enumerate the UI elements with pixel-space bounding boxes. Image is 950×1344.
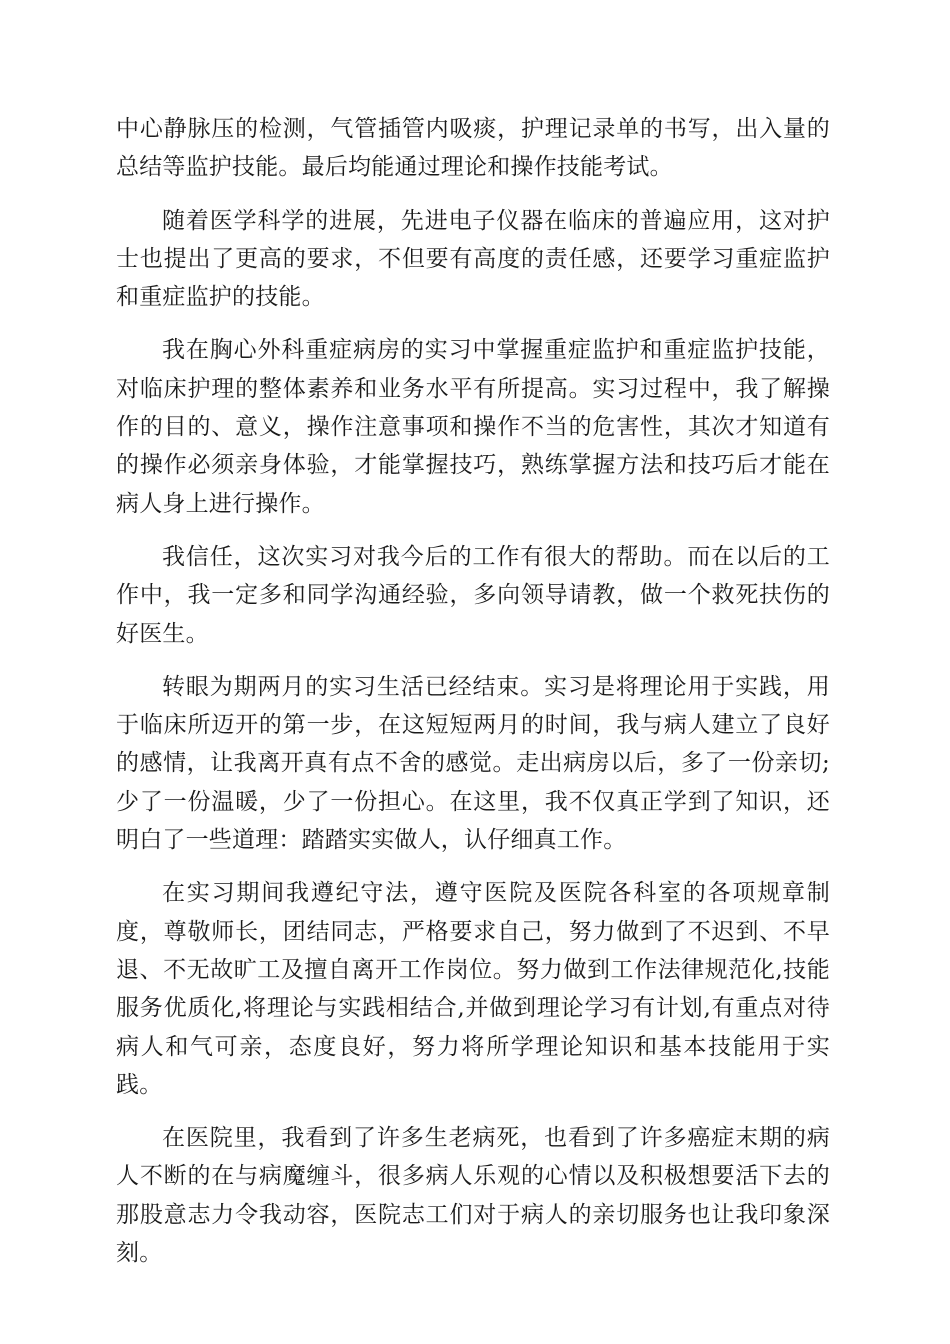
paragraph-1: 中心静脉压的检测，气管插管内吸痰，护理记录单的书写，出入量的总结等监护技能。最后均能通过理论和操作技能考试。 [116,116,830,181]
paragraph-7: 在医院里，我看到了许多生老病死，也看到了许多癌症末期的病人不断的在与病魔缠斗，很多病人乐观的心情以及积极想要活下去的那股意志力令我动容，医院志工们对于病人的亲切服务也让我印象深刻。 [116,1125,830,1267]
paragraph-3: 我在胸心外科重症病房的实习中掌握重症监护和重症监护技能，对临床护理的整体素养和业务水平有所提高。实习过程中，我了解操作的目的、意义，操作注意事项和操作不当的危害性，其次才知道有的操作必须亲身体验，才能掌握技巧，熟练掌握方法和技巧后才能在病人身上进行操作。 [116,337,830,517]
document-body [116,110,830,1287]
paragraph-5: 转眼为期两月的实习生活已经结束。实习是将理论用于实践，用于临床所迈开的第一步，在这短短两月的时间，我与病人建立了良好的感情，让我离开真有点不舍的感觉。走出病房以后，多了一份亲切;少了一份温暖，少了一份担心。在这里，我不仅真正学到了知识，还明白了一些道理：踏踏实实做人，认仔细真工作。 [116,673,830,854]
paragraph-2: 随着医学科学的进展，先进电子仪器在临床的普遍应用，这对护士也提出了更高的要求，不但要有高度的责任感，还要学习重症监护和重症监护的技能。 [116,207,830,311]
paragraph-4: 我信任，这次实习对我今后的工作有很大的帮助。而在以后的工作中，我一定多和同学沟通经验，多向领导请教，做一个救死扶伤的好医生。 [116,543,830,647]
paragraph-6: 在实习期间我遵纪守法，遵守医院及医院各科室的各项规章制度，尊敬师长，团结同志，严格要求自己，努力做到了不迟到、不早退、不无故旷工及擅自离开工作岗位。努力做到工作法律规范化,技能服务优质化,将理论与实践相结合,并做到理论学习有计划,有重点对待病人和气可亲，态度良好，努力将所学理论知识和基本技能用于实践。 [116,880,830,1098]
